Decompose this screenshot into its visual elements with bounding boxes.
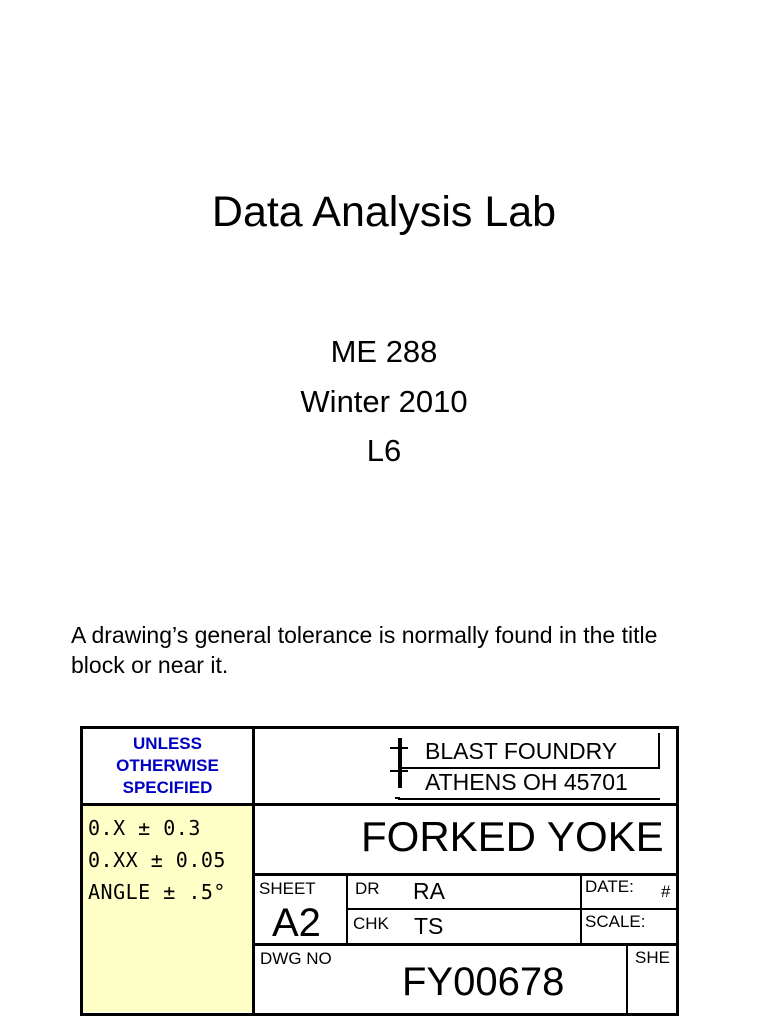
company-marker-foot (395, 797, 400, 799)
company-right-edge (658, 733, 660, 767)
company-name: BLAST FOUNDRY (425, 738, 618, 764)
tolerance-linear-2: 0.XX ± 0.05 (88, 848, 226, 872)
tb-divider-main (252, 726, 255, 1016)
unless-otherwise-specified (83, 733, 252, 799)
unless-line: SPECIFIED (122, 778, 213, 797)
term: Winter 2010 (300, 384, 468, 419)
lecture-number: L6 (366, 433, 402, 468)
drawn-by-value: RA (413, 878, 445, 904)
company-marker-tick (390, 747, 408, 749)
drawn-by-label: DR (355, 879, 380, 898)
tb-divider-row2 (252, 873, 678, 876)
scale-label: SCALE: (585, 912, 646, 931)
date-label: DATE: (585, 877, 634, 896)
drawing-number: FY00678 (402, 960, 565, 1004)
sheet-number-label: SHE (635, 948, 670, 967)
sheet-label: SHEET (259, 879, 316, 898)
tb-divider-row1 (80, 803, 678, 806)
date-value: # (661, 882, 671, 901)
tb-top-border (80, 726, 678, 729)
slide-title: Data Analysis Lab (211, 188, 557, 236)
caption-text: A drawing’s general tolerance is normally found in the title block or near it. (71, 622, 658, 678)
tolerance-angle: ANGLE ± .5° (88, 880, 226, 904)
unless-line: OTHERWISE (116, 756, 219, 775)
company-address: ATHENS OH 45701 (425, 769, 628, 795)
tb-divider-date (580, 873, 582, 945)
tb-bottom-border (80, 1013, 678, 1016)
drawing-number-label: DWG NO (260, 949, 332, 968)
checked-by-value: TS (414, 913, 444, 939)
company-underline-2 (398, 798, 660, 800)
tb-divider-chk (346, 908, 678, 910)
tb-divider-she (626, 943, 628, 1016)
company-marker-bar (398, 738, 402, 788)
company-marker-tick (390, 770, 408, 772)
tolerance-linear-1: 0.X ± 0.3 (88, 816, 201, 840)
checked-by-label: CHK (353, 914, 389, 933)
course-code: ME 288 (330, 334, 438, 369)
sheet-size: A2 (272, 901, 321, 945)
tb-right-border (676, 726, 679, 1016)
part-name: FORKED YOKE (361, 813, 664, 860)
unless-line: UNLESS (133, 734, 202, 753)
